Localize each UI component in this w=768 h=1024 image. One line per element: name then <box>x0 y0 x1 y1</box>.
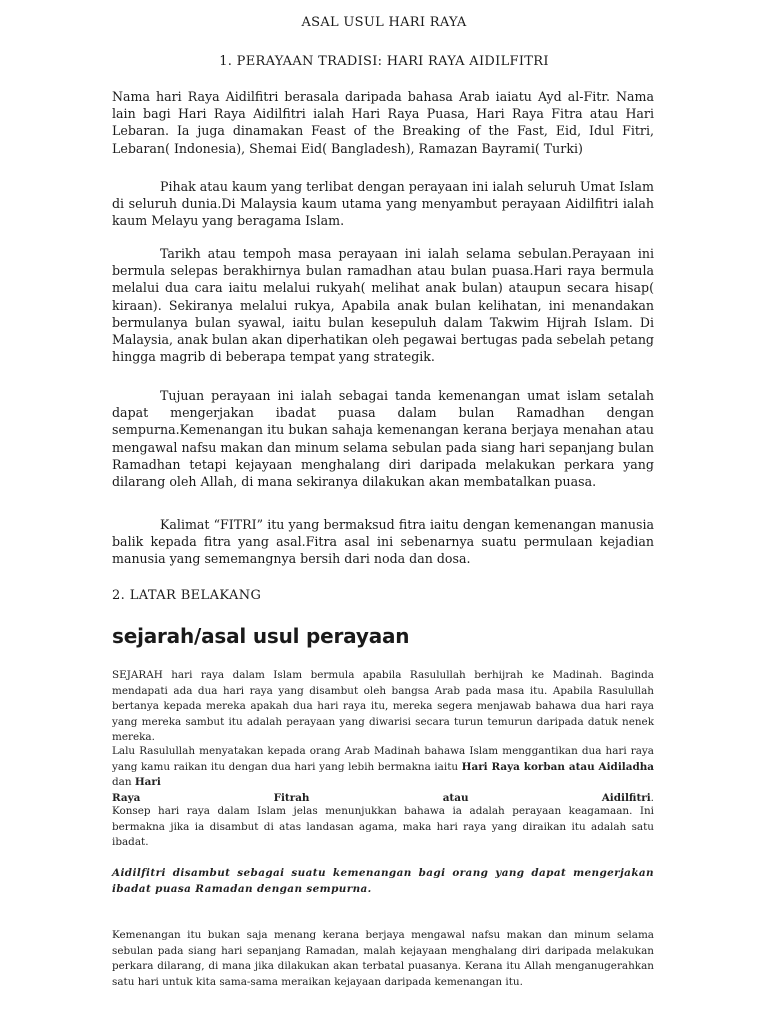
history-paragraph-4: Aidilfitri disambut sebagai suatu kemenangan bagi orang yang dapat mengerjakan ibadat puasa Ramadan dengan sempurna. <box>112 867 654 895</box>
word-aidilfitri: Aidilfitri <box>601 791 651 804</box>
document-title: ASAL USUL HARI RAYA <box>301 15 467 30</box>
history-paragraph-5: Kemenangan itu bukan saja menang kerana berjaya mengawal nafsu makan dan minum selama sebulan pada siang hari sepanjang Ramadan, malah kejayaan menghalang diri daripada melakukan perkara dilarang, di mana jika dilakukan akan terbatal puasanya. Kerana itu Allah menganugerahkan satu hari untuk kita sama-sama meraikan kejayaan daripada kemenangan itu. <box>112 929 654 988</box>
history-paragraph-2-text: Lalu Rasulullah menyatakan kepada orang Arab Madinah bahawa Islam menggantikan dua hari raya yang kamu raikan itu dengan dua hari yang lebih bermakna iaitu <box>112 745 654 773</box>
history-heading: sejarah/asal usul perayaan <box>112 624 410 648</box>
aidiladha-bold: Hari Raya korban atau Aidiladha <box>461 760 654 773</box>
section-heading-2: 2. LATAR BELAKANG <box>112 588 262 603</box>
connector-text: dan <box>112 776 135 789</box>
history-paragraph-2 <box>112 744 654 806</box>
history-paragraph-3: Konsep hari raya dalam Islam jelas menunjukkan bahawa ia adalah perayaan keagamaan. Ini bermakna jika ia disambut di atas landasan agama, maka hari raya yang diraikan itu adalah satu ibadat. <box>112 805 654 849</box>
paragraph-2: Pihak atau kaum yang terlibat dengan perayaan ini ialah seluruh Umat Islam di seluruh dunia.Di Malaysia kaum utama yang menyambut perayaan Aidilfitri ialah kaum Melayu yang beragama Islam. <box>112 179 654 229</box>
word-raya: Raya <box>112 791 141 804</box>
word-fitrah: Fitrah <box>273 791 310 804</box>
paragraph-4: Tujuan perayaan ini ialah sebagai tanda kemenangan umat islam setalah dapat mengerjakan ibadat puasa dalam bulan Ramadhan dengan sempurna.Kemenangan itu bukan sahaja kemenangan kerana berjaya menahan atau mengawal nafsu makan dan minum selama sebulan pada siang hari sepanjang bulan Ramadhan tetapi kejayaan menghalang diri daripada melakukan perkara yang dilarang oleh Allah, di mana sekiranya dilakukan akan membatalkan puasa. <box>112 388 654 490</box>
history-paragraph-1: SEJARAH hari raya dalam Islam bermula apabila Rasulullah berhijrah ke Madinah. Baginda mendapati ada dua hari raya yang disambut oleh bangsa Arab pada masa itu. Apabila Rasulullah bertanya kepada mereka apakah dua hari raya itu, mereka segera menjawab bahawa dua hari raya yang mereka sambut itu adalah perayaan yang diwarisi secara turun temurun daripada datuk nenek mereka. <box>112 669 654 744</box>
paragraph-5: Kalimat “FITRI” itu yang bermaksud fitra iaitu dengan kemenangan manusia balik kepada fitra yang asal.Fitra asal ini sebenarnya suatu permulaan kejadian manusia yang sememangnya bersih dari noda dan dosa. <box>112 517 654 567</box>
hari-bold: Hari <box>134 776 161 789</box>
word-atau: atau <box>442 791 469 804</box>
section-heading-1: 1. PERAYAAN TRADISI: HARI RAYA AIDILFITRI <box>219 54 549 69</box>
paragraph-1: Nama hari Raya Aidilfitri berasala daripada bahasa Arab iaiatu Ayd al-Fitr. Nama lain bagi Hari Raya Aidilfitri ialah Hari Raya Puasa, Hari Raya Fitra atau Hari Lebaran. Ia juga dinamakan Feast of the Breaking of the Fast, Eid, Idul Fitri, Lebaran( Indonesia), Shemai Eid( Bangladesh), Ramazan Bayrami( Turki) <box>112 89 654 156</box>
period: . <box>650 791 654 804</box>
paragraph-3: Tarikh atau tempoh masa perayaan ini ialah selama sebulan.Perayaan ini bermula selepas berakhirnya bulan ramadhan atau bulan puasa.Hari raya bermula melalui dua cara iaitu melalui rukyah( melihat anak bulan) ataupun secara hisap( kiraan). Sekiranya melalui rukya, Apabila anak bulan kelihatan, ini menandakan bermulanya bulan syawal, iaitu bulan kesepuluh dalam Takwim Hijrah Islam. Di Malaysia, anak bulan akan diperhatikan oleh pegawai bertugas pada sebelah petang hingga magrib di beberapa tempat yang strategik. <box>112 246 654 365</box>
